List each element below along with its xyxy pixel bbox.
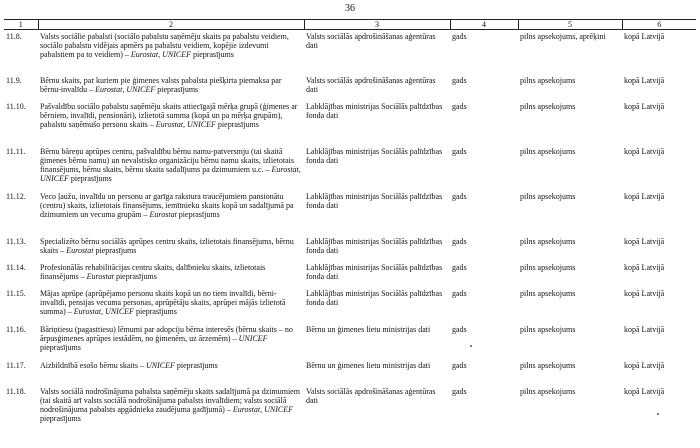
periodicity: gads xyxy=(452,324,467,334)
request-suffix: pieprasījums xyxy=(113,271,157,281)
data-source: Labklājības ministrijas Sociālās palīdzības fonda dati xyxy=(306,146,443,165)
coverage-cell xyxy=(518,386,622,436)
periodicity-cell xyxy=(450,288,518,324)
indicator-cell xyxy=(38,101,304,146)
coverage-cell xyxy=(518,324,622,360)
periodicity-cell xyxy=(450,30,518,75)
scan-speck-icon xyxy=(470,345,472,347)
data-source-cell xyxy=(304,101,450,146)
request-source: Eurostat xyxy=(149,209,177,219)
coverage-cell xyxy=(518,75,622,101)
request-source: Eurostat, UNICEF xyxy=(130,50,192,59)
periodicity: gads xyxy=(452,386,467,396)
region: kopā Latvijā xyxy=(624,324,665,334)
region: kopā Latvijā xyxy=(624,386,665,396)
data-source: Labklājības ministrijas Sociālās palīdzības fonda dati xyxy=(306,101,443,120)
column-number: 2 xyxy=(38,20,304,30)
request-suffix: pieprasījums xyxy=(176,209,220,219)
row-number-cell xyxy=(4,101,38,146)
row-number-cell xyxy=(4,262,38,288)
coverage: pilns apsekojums xyxy=(520,101,576,111)
request-suffix: pieprasījums xyxy=(68,173,112,183)
indicator-text: Pašvaldību sociālo pabalstu saņēmēju skaits attiecīgajā mērķa grupā (ģimenes ar bērniem, invalīdi, pensionāri), izlietotā summa (kopā un pa mērķa grupām), pabalstu saņēmušo personu skaits – xyxy=(40,101,298,129)
coverage: pilns apsekojums xyxy=(520,360,576,370)
indicator-cell xyxy=(38,386,304,436)
table-row xyxy=(4,236,696,262)
indicator-cell xyxy=(38,360,304,386)
request-suffix: pieprasījums xyxy=(40,342,81,352)
data-source-cell xyxy=(304,360,450,386)
row-number: 11.16. xyxy=(6,324,26,334)
region-cell xyxy=(622,262,696,288)
coverage: pilns apsekojums xyxy=(520,75,576,85)
row-number: 11.12. xyxy=(6,191,26,201)
periodicity-cell xyxy=(450,146,518,191)
indicator-cell xyxy=(38,324,304,360)
request-source: Eurostat, UNICEF xyxy=(95,84,156,94)
periodicity-cell xyxy=(450,360,518,386)
scan-speck-icon xyxy=(657,413,659,415)
periodicity-cell xyxy=(450,324,518,360)
column-number-row xyxy=(4,20,696,30)
row-number: 11.9. xyxy=(6,75,22,85)
request-source: UNICEF xyxy=(145,360,175,370)
coverage-cell xyxy=(518,101,622,146)
periodicity-cell xyxy=(450,262,518,288)
region-cell xyxy=(622,386,696,436)
indicator-text: Valsts sociālā nodrošinājuma pabalsta saņēmēju skaits sadalījumā pa dzimumiem (tai skaitā arī valsts sociālā nodrošinājuma pabalsts invalīdiem; valsts sociālā nodrošinājuma pabalsts apgādnieka zaudējuma gadījumā) – xyxy=(40,386,300,414)
region: kopā Latvijā xyxy=(624,101,665,111)
indicator-text: Aizbildnībā esošo bērnu skaits – xyxy=(40,360,144,370)
coverage: pilns apsekojums xyxy=(520,146,576,156)
periodicity: gads xyxy=(452,75,467,85)
coverage: pilns apsekojums xyxy=(520,288,576,298)
indicator-cell xyxy=(38,236,304,262)
data-source-cell xyxy=(304,146,450,191)
column-number: 1 xyxy=(4,20,38,30)
periodicity: gads xyxy=(452,360,467,370)
periodicity-cell xyxy=(450,386,518,436)
indicator-cell xyxy=(38,191,304,236)
periodicity: gads xyxy=(452,236,467,246)
row-number: 11.8. xyxy=(6,32,22,41)
coverage-cell xyxy=(518,288,622,324)
data-source-cell xyxy=(304,386,450,436)
region: kopā Latvijā xyxy=(624,191,665,201)
column-number: 3 xyxy=(304,20,450,30)
table-row xyxy=(4,146,696,191)
request-suffix: pieprasījums xyxy=(93,245,137,255)
request-suffix: pieprasījums xyxy=(40,413,81,423)
data-source-cell xyxy=(304,191,450,236)
region-cell xyxy=(622,324,696,360)
region: kopā Latvijā xyxy=(624,32,665,41)
request-suffix: pieprasījums xyxy=(133,306,177,316)
indicator-text: Mājas aprūpe (aprūpējamo personu skaits kopā un no tiem invalīdi, bērni-invalīdi, pensijas vecuma personas, aprūpētāju skaits, aprūpei mājās izlietotā summa) – xyxy=(40,288,286,316)
data-source-cell xyxy=(304,262,450,288)
periodicity: gads xyxy=(452,191,467,201)
region: kopā Latvijā xyxy=(624,75,665,85)
region-cell xyxy=(622,191,696,236)
row-number-cell xyxy=(4,324,38,360)
data-source-cell xyxy=(304,75,450,101)
request-source: Eurostat, UNICEF xyxy=(73,306,134,316)
coverage-cell xyxy=(518,191,622,236)
data-source: Labklājības ministrijas Sociālās palīdzības fonda dati xyxy=(306,262,443,281)
table-row xyxy=(4,324,696,360)
row-number-cell xyxy=(4,236,38,262)
row-number-cell xyxy=(4,75,38,101)
indicator-cell xyxy=(38,146,304,191)
table-row xyxy=(4,288,696,324)
table-row xyxy=(4,262,696,288)
periodicity-cell xyxy=(450,191,518,236)
coverage: pilns apsekojums xyxy=(520,262,576,272)
row-number: 11.13. xyxy=(6,236,26,246)
data-source: Bērnu un ģimenes lietu ministrijas dati xyxy=(306,324,431,334)
data-source: Valsts sociālās apdrošināšanas aģentūras dati xyxy=(306,32,436,50)
row-number: 11.10. xyxy=(6,101,26,111)
request-suffix: pieprasījums xyxy=(215,119,259,129)
indicator-cell xyxy=(38,75,304,101)
data-source: Labklājības ministrijas Sociālās palīdzības fonda dati xyxy=(306,236,443,255)
request-source: Eurostat, UNICEF xyxy=(232,404,293,414)
coverage: pilns apsekojums xyxy=(520,191,576,201)
indicator-text: Bērnu skaits, par kuriem pie ģimenes valsts pabalsta piešķirta piemaksa par bērnu-invalīdu – xyxy=(40,75,282,94)
region-cell xyxy=(622,288,696,324)
table-row xyxy=(4,386,696,436)
data-source: Labklājības ministrijas Sociālās palīdzības fonda dati xyxy=(306,191,443,210)
indicator-text: Bērnu bāreņu aprūpes centru, pašvaldību bērnu namu-patversmju (tai skaitā ģimenes bērnu namu) un nevalstisko organizāciju bērnu namu skaits, izlietotais finansējums, bērnu skaits, bērnu skaita sadalījums pa dzimumiem u.c. – xyxy=(40,146,295,174)
periodicity: gads xyxy=(452,146,467,156)
periodicity: gads xyxy=(452,262,467,272)
coverage: pilns apsekojums xyxy=(520,324,576,334)
table-row xyxy=(4,191,696,236)
periodicity: gads xyxy=(452,288,467,298)
row-number-cell xyxy=(4,146,38,191)
data-source: Bērnu un ģimenes lietu ministrijas dati xyxy=(306,360,431,370)
coverage-cell xyxy=(518,236,622,262)
indicator-text: Bāriņtiesu (pagasttiesu) lēmumi par adopciju bērna interesēs (bērnu skaits – no ārpusģimenes aprūpes iestādēm, no ģimenēm, uz ārzemēm) – xyxy=(40,324,293,343)
region: kopā Latvijā xyxy=(624,288,665,298)
indicator-cell xyxy=(38,262,304,288)
coverage: pilns apsekojums, aprēķini xyxy=(520,32,606,41)
periodicity-cell xyxy=(450,75,518,101)
request-suffix: pieprasījums xyxy=(191,50,234,59)
request-source: Eurostat xyxy=(86,271,114,281)
request-source: Eurostat, UNICEF xyxy=(155,119,216,129)
row-number: 11.11. xyxy=(6,146,26,156)
data-source: Valsts sociālās apdrošināšanas aģentūras dati xyxy=(306,386,436,405)
indicator-text: Profesionālās rehabilitācijas centru skaits, dalībnieku skaits, izlietotais finansējums – xyxy=(40,262,266,281)
data-source-cell xyxy=(304,288,450,324)
table-row xyxy=(4,30,696,75)
row-number-cell xyxy=(4,386,38,436)
region-cell xyxy=(622,75,696,101)
row-number: 11.14. xyxy=(6,262,26,272)
coverage-cell xyxy=(518,30,622,75)
indicator-cell xyxy=(38,288,304,324)
periodicity-cell xyxy=(450,236,518,262)
table-row xyxy=(4,360,696,386)
request-source: UNICEF xyxy=(238,333,268,343)
column-number: 6 xyxy=(622,20,696,30)
column-number: 4 xyxy=(450,20,518,30)
data-source-cell xyxy=(304,324,450,360)
indicator-cell xyxy=(38,30,304,75)
coverage-cell xyxy=(518,360,622,386)
region-cell xyxy=(622,360,696,386)
data-source-cell xyxy=(304,30,450,75)
row-number: 11.18. xyxy=(6,386,26,396)
coverage-cell xyxy=(518,146,622,191)
table-row xyxy=(4,75,696,101)
region: kopā Latvijā xyxy=(624,360,665,370)
row-number: 11.17. xyxy=(6,360,26,370)
row-number-cell xyxy=(4,288,38,324)
indicator-text: Veco ļaužu, invalīdu un personu ar garīga rakstura traucējumiem pansionātu (centru) skaits, izlietotais finansējums, iemītnieku skaits kopā un sadalījumā pa dzimumiem un vecuma grupām – xyxy=(40,191,294,219)
row-number-cell xyxy=(4,30,38,75)
page-number: 36 xyxy=(345,3,355,14)
request-source: Eurostat, UNICEF xyxy=(40,164,301,183)
coverage-cell xyxy=(518,262,622,288)
statistics-table xyxy=(4,19,696,436)
row-number: 11.15. xyxy=(6,288,26,298)
indicator-text: Valsts sociālie pabalsti (sociālo pabalstu saņēmēju skaits pa pabalstu veidiem, sociālo pabalstu vidējais apmērs pa pabalstu veidiem, kopējie izdevumi pabalstiem pa to veidiem) – xyxy=(40,32,289,59)
request-source: Eurostat xyxy=(66,245,94,255)
data-source: Labklājības ministrijas Sociālās palīdzības fonda dati xyxy=(306,288,443,307)
region-cell xyxy=(622,236,696,262)
coverage: pilns apsekojums xyxy=(520,236,576,246)
table-row xyxy=(4,101,696,146)
periodicity-cell xyxy=(450,101,518,146)
region-cell xyxy=(622,146,696,191)
request-suffix: pieprasījums xyxy=(155,84,199,94)
data-source: Valsts sociālās apdrošināšanas aģentūras dati xyxy=(306,75,436,94)
region-cell xyxy=(622,101,696,146)
region: kopā Latvijā xyxy=(624,146,665,156)
periodicity: gads xyxy=(452,32,467,41)
data-source-cell xyxy=(304,236,450,262)
periodicity: gads xyxy=(452,101,467,111)
column-number: 5 xyxy=(518,20,622,30)
indicator-text: Specializēto bērnu sociālās aprūpes centru skaits, izlietotais finansējums, bērnu skaits – xyxy=(40,236,294,255)
region: kopā Latvijā xyxy=(624,236,665,246)
request-suffix: pieprasījums xyxy=(174,360,218,370)
coverage: pilns apsekojums xyxy=(520,386,576,396)
region: kopā Latvijā xyxy=(624,262,665,272)
region-cell xyxy=(622,30,696,75)
row-number-cell xyxy=(4,360,38,386)
row-number-cell xyxy=(4,191,38,236)
